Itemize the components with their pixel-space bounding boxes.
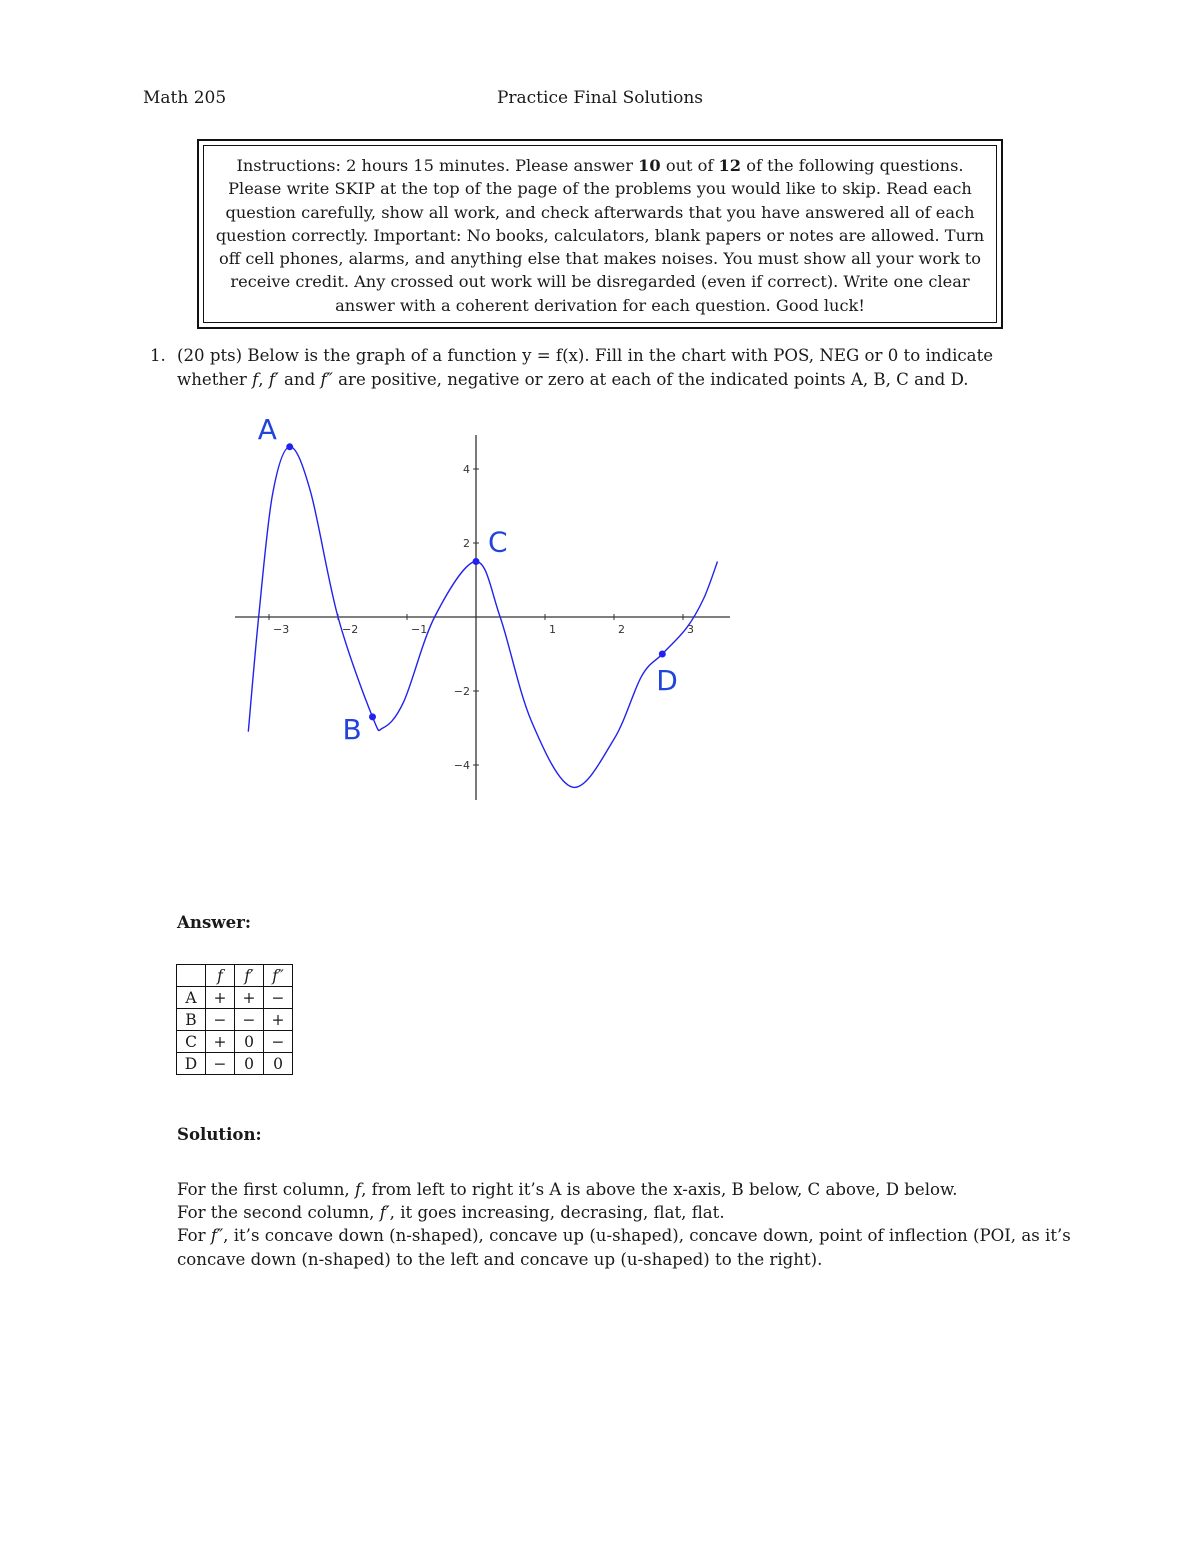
y-tick-label: −2 [453,685,470,698]
function-graph [230,412,740,810]
answer-cell: + [264,1009,293,1031]
answer-cell: − [264,1031,293,1053]
x-tick-label: 2 [618,623,625,636]
answer-cell: − [264,987,293,1009]
answer-cell: 0 [264,1053,293,1075]
answer-row-label: A [177,987,206,1009]
q-line2-post: are positive, negative or zero at each of the indicated points A, B, C and D. [332,370,969,389]
answer-header-f: f [206,965,235,987]
question-line-2 [177,368,1070,392]
answer-row-c [177,1031,293,1053]
answer-cell: + [206,987,235,1009]
sol3-f: f″ [210,1226,224,1246]
point-a-label: A [257,412,277,446]
q-f: f [252,370,259,389]
question-number: 1. [150,346,166,365]
question-line-1: (20 pts) Below is the graph of a function y = f(x). Fill in the chart with POS, NEG or 0 to indicate [177,346,994,365]
solution-text [177,1178,1077,1271]
sol1-post: , from left to right it’s A is above the x-axis, B below, C above, D below. [361,1180,958,1199]
answer-row-a [177,987,293,1009]
answer-row-label: B [177,1009,206,1031]
answer-header-fprime: f′ [235,965,264,987]
instructions-text [203,145,997,323]
answer-table [176,964,293,1075]
y-tick-label: −4 [453,759,470,772]
answer-cell: + [206,1031,235,1053]
instructions-num-total: 12 [718,156,742,175]
x-tick-label: 3 [687,623,694,636]
sol3-pre: For [177,1226,211,1246]
x-tick-label: 1 [549,623,556,636]
point-b-label: B [342,712,362,746]
point-c-label: C [488,525,508,559]
header-course: Math 205 [143,88,227,108]
answer-cell: − [235,1009,264,1031]
solution-line-2 [177,1201,1077,1224]
point-d-label: D [656,664,678,697]
sol2-pre: For the second column, [177,1203,380,1223]
sol2-f: f′ [379,1203,390,1223]
point-b-marker [369,713,376,720]
answer-row-label: C [177,1031,206,1053]
solution-line-3 [177,1224,1077,1270]
sol3-post: , it’s concave down (n-shaped), concave up (u-shaped), concave down, point of inflection (POI, as it’s concave down (n-shaped) to the left and concave up (u-shaped) to the right). [177,1226,1071,1269]
point-a-marker [286,443,293,450]
q-fprime: f′ [268,370,279,389]
answer-cell: + [235,987,264,1009]
question-1 [150,344,1070,392]
answer-row-label: D [177,1053,206,1075]
answer-cell: − [206,1009,235,1031]
solution-line-1 [177,1178,1077,1201]
answer-cell: 0 [235,1031,264,1053]
instructions-part3: of the following questions. Please write SKIP at the top of the page of the problems you would like to skip. Read each question carefully, show all work, and check afterwards that you have answered all of each question correctly. Important: No books, calculators, blank papers or notes are allowed. Turn off cell phones, alarms, and anything else that makes noises. You must show all your work to receive credit. Any crossed out work will be disregarded (even if correct). Write one clear answer with a coherent derivation for each question. Good luck! [215,156,985,315]
answer-cell: − [206,1053,235,1075]
instructions-part2: out of [660,156,719,175]
q-fdoubleprime: f″ [320,370,333,389]
x-tick-label: −3 [273,623,290,636]
instructions-num-answer: 10 [638,156,661,175]
instructions-box [197,139,1003,329]
x-tick-label: −2 [342,623,359,636]
sol1-f: f [354,1180,362,1199]
answer-corner-cell [177,965,206,987]
y-tick-label: 2 [463,537,470,550]
point-c-marker [473,558,480,565]
answer-header-fdoubleprime: f″ [264,965,293,987]
q-and: and [278,370,321,389]
q-comma: , [258,370,269,389]
point-d-marker [659,651,666,658]
q-line2-pre: whether [177,370,253,389]
answer-label: Answer: [177,912,251,932]
instructions-part1: Instructions: 2 hours 15 minutes. Please answer [236,156,639,175]
header-title: Practice Final Solutions [496,88,704,108]
solution-label: Solution: [177,1124,262,1144]
question-text [177,344,1070,392]
sol2-post: , it goes increasing, decrasing, flat, flat. [389,1203,725,1223]
y-tick-label: 4 [463,463,470,476]
sol1-pre: For the first column, [177,1180,355,1199]
answer-row-b [177,1009,293,1031]
x-tick-label: −1 [411,623,428,636]
answer-cell: 0 [235,1053,264,1075]
answer-row-d [177,1053,293,1075]
answer-header-row [177,965,293,987]
